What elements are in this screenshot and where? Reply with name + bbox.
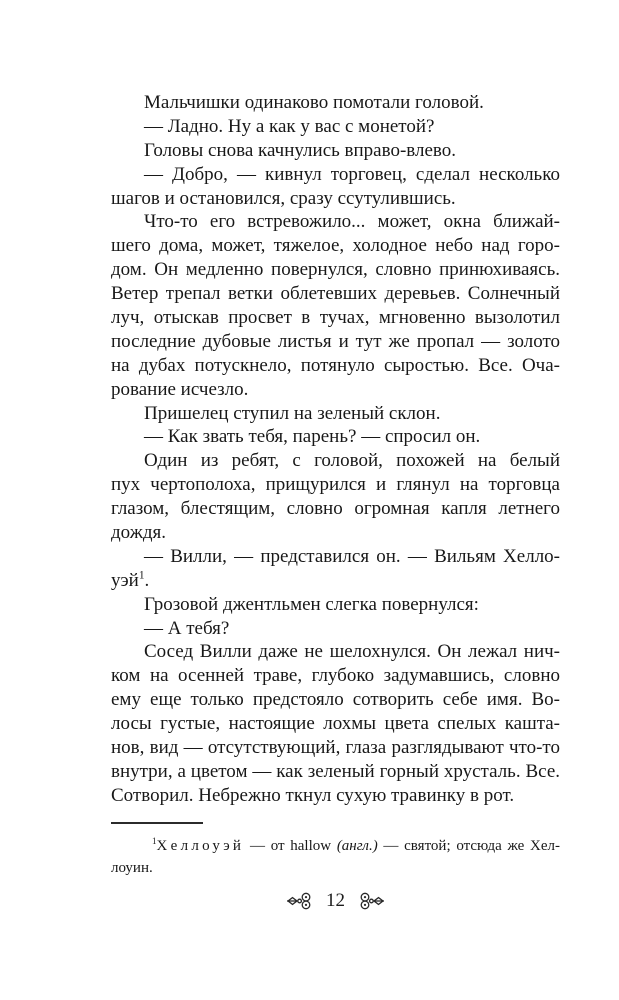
text-line: — Ладно. Ну а как у вас с монетой? <box>144 115 435 137</box>
text-line: — Как звать тебя, парень? — спросил он. <box>144 426 481 448</box>
body-text <box>111 91 560 808</box>
text-line: Сотворил. Небрежно ткнул сухую травинку в рот. <box>111 784 515 806</box>
text-line: шего дома, может, тяжелое, холодное небо над горо- <box>111 235 560 257</box>
fleuron-right-icon <box>358 892 384 910</box>
fleuron-left-icon <box>287 892 313 910</box>
text-line: Что-то его встревожило... может, окна ближай- <box>144 211 560 233</box>
text-line: последние дубовые листья и тут же пропал — золото <box>111 330 560 352</box>
text-line: дождя. <box>111 522 166 544</box>
footnote-text <box>111 835 560 879</box>
footnote-line: $^1$Хеллоуэй — от hallow (англ.) — святой; отсюда же Хел- <box>152 836 560 854</box>
text-line: рование исчезло. <box>111 378 249 400</box>
text-line: ему еще только предстояло сотворить себе имя. Во- <box>111 689 560 711</box>
text-line: — Добро, — кивнул торговец, сделал несколько <box>144 163 560 185</box>
text-line: глазом, блестящим, словно огромная капля летнего <box>111 498 560 520</box>
text-line: уэй$^1$. <box>111 569 150 591</box>
text-line: луч, отыскав просвет в тучах, мгновенно вызолотил <box>111 307 560 329</box>
text-line: Мальчишки одинаково помотали головой. <box>144 92 484 113</box>
text-line: шагов и остановился, сразу ссутулившись. <box>111 187 456 209</box>
text-line: лосы густые, настоящие лохмы цвета спелых кашта- <box>111 713 560 735</box>
page-footer <box>111 886 560 916</box>
text-line: дом. Он медленно повернулся, словно принюхиваясь. <box>111 259 560 281</box>
text-line: — А тебя? <box>144 617 230 639</box>
text-line: Грозовой джентльмен слегка повернулся: <box>144 593 479 615</box>
text-line: Головы снова качнулись вправо-влево. <box>144 139 457 161</box>
text-line: внутри, а цветом — как зеленый горный хрусталь. Все. <box>111 760 560 782</box>
text-line: пух чертополоха, прищурился и глянул на торговца <box>111 474 560 496</box>
page-number: 12 <box>326 890 345 911</box>
footnote-line: лоуин. <box>111 860 153 876</box>
text-line: нов, вид — отсутствующий, глаза разглядывают что-то <box>111 737 560 759</box>
footnote-rule <box>111 822 203 824</box>
text-line: Ветер трепал ветки облетевших деревьев. Солнечный <box>111 283 560 305</box>
text-line: ком на осенней траве, глубоко задумавшись, словно <box>111 665 560 687</box>
text-line: Один из ребят, с головой, похожей на белый <box>144 450 560 472</box>
text-line: Сосед Вилли даже не шелохнулся. Он лежал нич- <box>144 641 560 663</box>
footnote-block <box>111 822 560 879</box>
text-line: Пришелец ступил на зеленый склон. <box>144 402 441 424</box>
text-line: на дубах потускнело, потянуло сыростью. Все. Оча- <box>111 354 560 376</box>
text-line: — Вилли, — представился он. — Вильям Хелло- <box>144 545 560 567</box>
